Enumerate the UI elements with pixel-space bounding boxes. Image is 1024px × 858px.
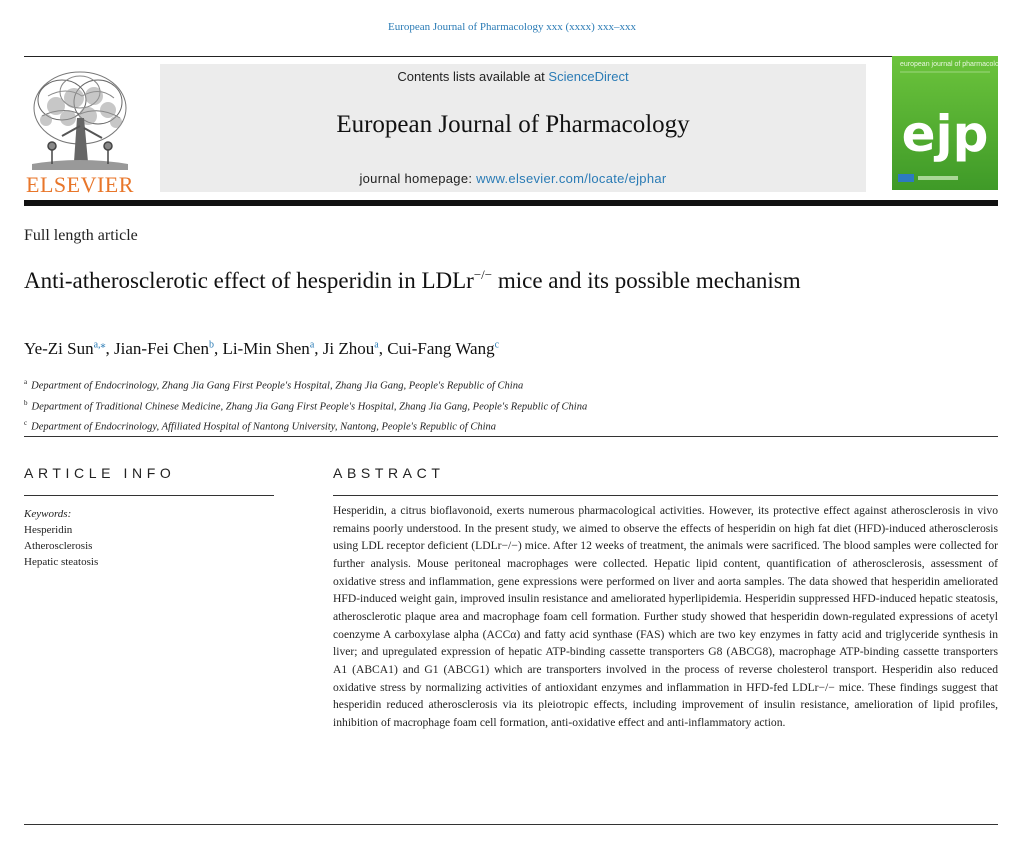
author-name[interactable]: Ji Zhou — [322, 339, 375, 358]
keyword-item[interactable]: Hepatic steatosis — [24, 556, 99, 568]
journal-cover[interactable] — [892, 56, 998, 190]
author-affil-marks[interactable]: b — [208, 339, 214, 351]
title-part-1: Anti-atherosclerotic effect of hesperidin in LDLr — [24, 268, 474, 293]
affiliation-list — [24, 374, 587, 436]
affiliation-mark: c — [24, 419, 28, 427]
keywords-label: Keywords: — [24, 508, 72, 520]
cover-journal-name: european journal of pharmacology — [900, 61, 998, 68]
article-info-heading: ARTICLE INFO — [24, 465, 176, 481]
keywords-block — [24, 506, 98, 570]
keyword-item[interactable]: Atherosclerosis — [24, 540, 93, 552]
affiliation-text: Department of Endocrinology, Affiliated Hospital of Nantong University, Nantong, People's Republic of China — [31, 421, 497, 433]
affiliation-item — [24, 374, 587, 395]
author-name[interactable]: Jian-Fei Chen — [114, 339, 209, 358]
author-separator: , — [314, 339, 323, 358]
author-name[interactable]: Li-Min Shen — [222, 339, 310, 358]
keyword-item[interactable]: Hesperidin — [24, 524, 73, 536]
contents-prefix: Contents lists available at — [397, 69, 549, 84]
elsevier-logo[interactable] — [22, 66, 138, 196]
sciencedirect-link[interactable]: ScienceDirect — [548, 69, 629, 84]
author-name[interactable]: Cui-Fang Wang — [387, 339, 495, 358]
article-info-divider — [24, 495, 274, 496]
journal-masthead — [160, 64, 866, 192]
author-affil-marks[interactable]: c — [494, 339, 500, 351]
homepage-label: journal homepage: — [359, 171, 477, 186]
cover-monogram: ejp — [901, 105, 989, 163]
author-separator: , — [105, 339, 115, 358]
affiliation-text: Department of Endocrinology, Zhang Jia Gang First People's Hospital, Zhang Jia Gang, People's Republic of China — [31, 380, 524, 392]
bottom-divider — [24, 824, 998, 825]
author-separator: , — [378, 339, 388, 358]
top-divider — [24, 56, 998, 57]
masthead-divider — [24, 200, 998, 206]
author-affil-marks[interactable]: a — [309, 339, 315, 351]
abstract-divider — [333, 495, 998, 496]
affiliation-mark: a — [24, 378, 28, 386]
author-separator: , — [213, 339, 223, 358]
elsevier-wordmark: ELSEVIER — [26, 172, 134, 196]
author-list — [24, 339, 499, 359]
author-name[interactable]: Ye-Zi Sun — [24, 339, 94, 358]
header-divider — [24, 436, 998, 437]
abstract-body: Hesperidin, a citrus bioflavonoid, exerts numerous pharmacological activities. However, its protective effect against atherosclerosis in vivo remains poorly understood. In the present study, we aimed to observe the effects of hesperidin on high fat diet (HFD)-induced atherosclerosis using LDL receptor deficient (LDLr−/−) mice. After 12 weeks of treatment, the animals were sacrificed. The blood samples were collected for further analysis. Mouse peritoneal macrophages were collected. Hepatic lipid content, quantification of atherosclerosis, assessment of oxidative stress and inflammation, gene expressions were performed on liver and aorta samples. The data showed that hesperidin ameliorated HFD-induced weight gain, improved insulin resistance and ameliorated hyperlipidemia. Hesperidin suppressed HFD-induced hepatic steatosis, atherosclerotic plaque area and macrophage foam cell formation. Further study showed that hesperidin down-regulated expressions of acetyl coenzyme A carboxylase alpha (ACCα) and fatty acid synthase (FAS) which are two key enzymes in fatty acid and triglyceride synthesis in liver; and upregulated expression of hepatic ATP-binding cassette transporters G8 (ABCG8), macrophage ATP-binding cassette transporters A1 (ABCA1) and G1 (ABCG1) which are transporters involved in the process of reverse cholesterol transport. Hesperidin also reduced oxidative stress by normalizing activities of antioxidant enzymes and inflammation in HFD-fed LDLr−/− mice. These findings suggest that hesperidin reduced atherosclerosis via its pleiotropic effects, including improvement of insulin resistance, amelioration of lipid profiles, inhibition of macrophage foam cell formation, anti-oxidative effect and anti-inflammatory action. — [333, 504, 998, 729]
abstract-heading: ABSTRACT — [333, 465, 445, 481]
journal-title: European Journal of Pharmacology — [336, 111, 690, 138]
homepage-line — [160, 171, 866, 186]
article-type: Full length article — [24, 227, 138, 244]
title-part-2: mice and its possible mechanism — [492, 268, 801, 293]
ejp-cover-icon — [892, 56, 998, 190]
affiliation-item — [24, 415, 587, 436]
title-superscript: −/− — [473, 267, 493, 282]
homepage-link[interactable]: www.elsevier.com/locate/ejphar — [476, 171, 667, 186]
affiliation-mark: b — [24, 398, 28, 407]
author-affil-marks[interactable]: a,⁎ — [93, 339, 106, 351]
elsevier-tree-icon — [22, 66, 138, 196]
article-title — [24, 258, 894, 297]
contents-line — [160, 69, 866, 84]
author-affil-marks[interactable]: a — [374, 339, 379, 351]
affiliation-item — [24, 395, 587, 416]
running-head[interactable]: European Journal of Pharmacology xxx (xxxx) xxx–xxx — [387, 21, 637, 33]
affiliation-text: Department of Traditional Chinese Medicine, Zhang Jia Gang First People's Hospital, Zhang Jia Gang, People's Republic of China — [31, 401, 588, 412]
